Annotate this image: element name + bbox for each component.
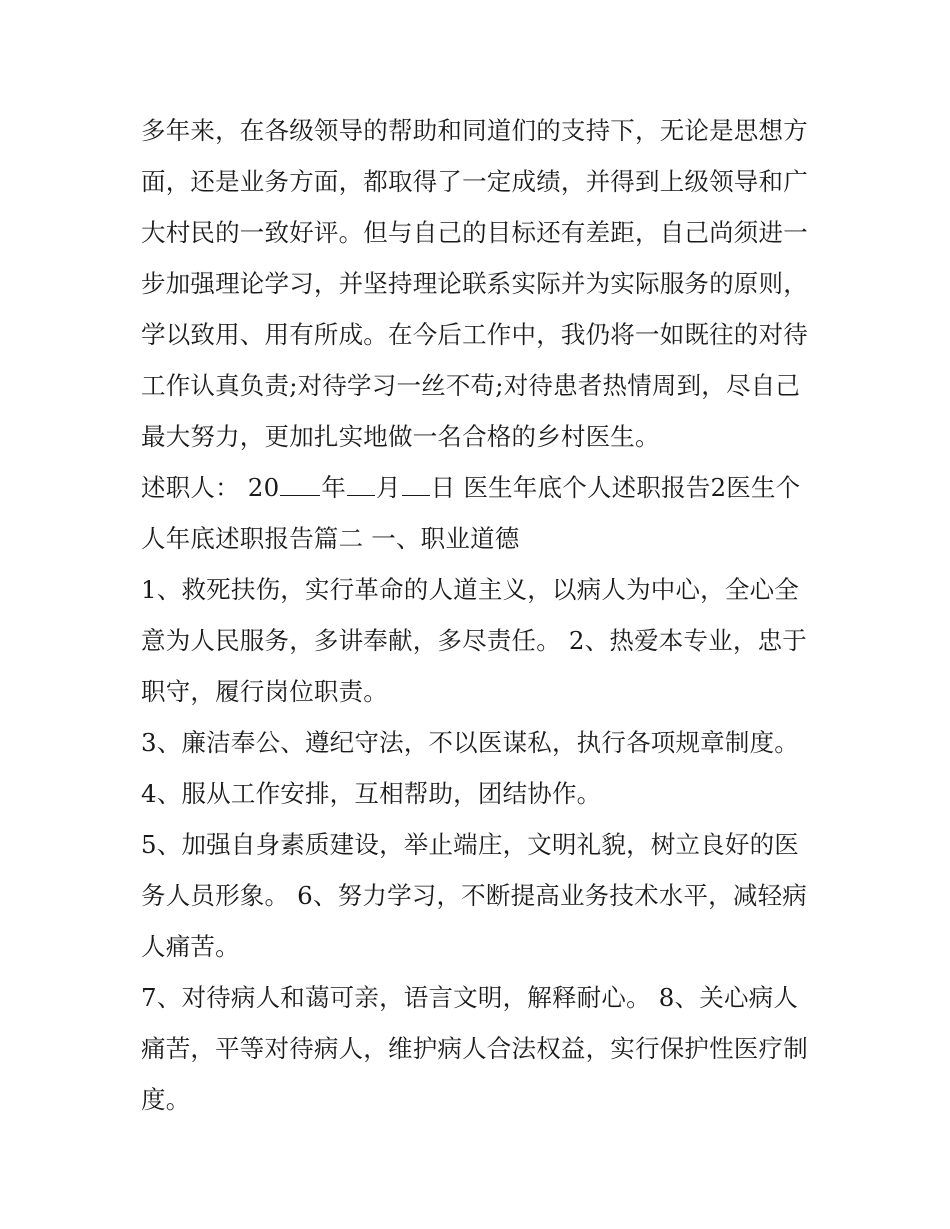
day-blank: [402, 469, 430, 496]
year-blank: [280, 469, 320, 496]
paragraph-signature: [141, 462, 813, 564]
paragraph-item-4: 4、服从工作安排，互相帮助，团结协作。: [141, 779, 602, 808]
signature-rest: 日 医生年底个人述职报告2医生个人年底述职报告篇二 一、职业道德: [141, 473, 801, 553]
year-label: 年: [321, 473, 347, 502]
paragraph-item-5-6: 5、加强自身素质建设，举止端庄，文明礼貌，树立良好的医务人员形象。 6、努力学习，不断提高业务技术水平，减轻病人痛苦。: [141, 830, 807, 961]
paragraph-summary: 多年来，在各级领导的帮助和同道们的支持下，无论是思想方面，还是业务方面，都取得了一定成绩，并得到上级领导和广大村民的一致好评。但与自己的目标还有差距，自己尚须进一步加强理论学习，并坚持理论联系实际并为实际服务的原则，学以致用、用有所成。在今后工作中，我仍将一如既往的对待工作认真负责;对待学习一丝不苟;对待患者热情周到，尽自己最大努力，更加扎实地做一名合格的乡村医生。: [141, 116, 808, 451]
signature-prefix: 述职人： 20: [141, 473, 280, 502]
paragraph-item-1-2: 1、救死扶伤，实行革命的人道主义，以病人为中心，全心全意为人民服务，多讲奉献，多尽责任。 2、热爱本专业，忠于职守，履行岗位职责。: [141, 575, 807, 706]
paragraph-item-7-8: 7、对待病人和蔼可亲，语言文明，解释耐心。 8、关心病人痛苦，平等对待病人，维护病人合法权益，实行保护性医疗制度。: [141, 983, 808, 1114]
document-body: [141, 105, 813, 1125]
month-label: 月: [376, 473, 401, 502]
paragraph-item-3: 3、廉洁奉公、遵纪守法，不以医谋私，执行各项规章制度。: [141, 728, 799, 757]
month-blank: [347, 469, 375, 496]
